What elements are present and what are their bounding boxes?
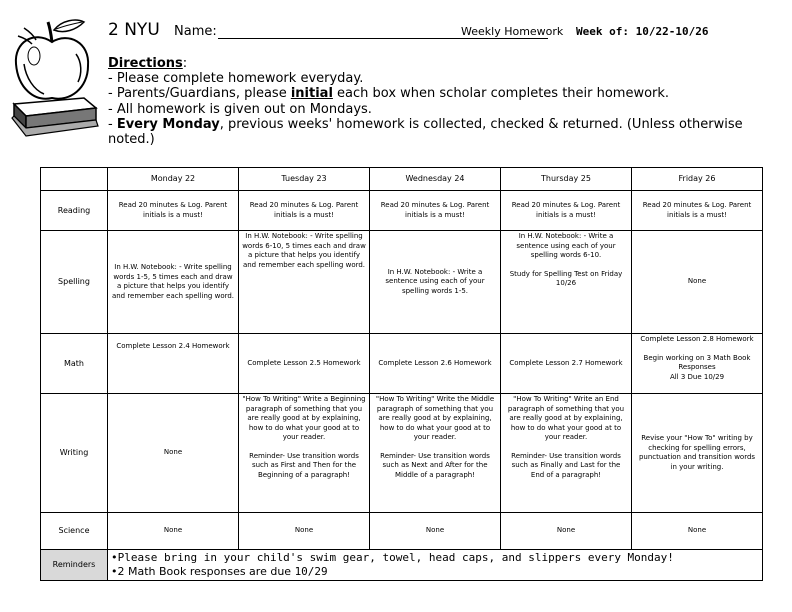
table-row-reading [41, 191, 763, 231]
writing-cell-tuesday [239, 394, 370, 513]
reading-cell: Read 20 minutes & Log. Parent initials is a must! [108, 191, 239, 231]
table-row-reminders [41, 550, 763, 581]
science-cell: None [239, 513, 370, 550]
math-cell-monday: Complete Lesson 2.4 Homework [108, 334, 239, 394]
corner-cell [41, 168, 108, 191]
day-header: Tuesday 23 [239, 168, 370, 191]
math-cell-friday [632, 334, 763, 394]
science-cell: None [108, 513, 239, 550]
week-of-label: Week of: 10/22-10/26 [576, 25, 709, 38]
writing-wednesday-reminder: Reminder- Use transition words such as Next and After for the Middle of a paragraph! [380, 451, 490, 479]
class-name: 2 NYU [108, 20, 160, 40]
reminders-cell [108, 550, 763, 581]
spelling-thursday-extra: Study for Spelling Test on Friday 10/26 [509, 269, 623, 287]
math-cell-thursday: Complete Lesson 2.7 Homework [501, 334, 632, 394]
row-label: Spelling [41, 231, 108, 334]
header [108, 20, 788, 44]
reminder-line-1: •Please bring in your child's swim gear, towel, head caps, and slippers every Monday! [111, 551, 674, 564]
apple-books-illustration [4, 12, 104, 138]
day-header: Monday 22 [108, 168, 239, 191]
row-label: Science [41, 513, 108, 550]
writing-cell-friday: Revise your "How To" writing by checking for spelling errors, punctuation and transition words in your writing. [632, 394, 763, 513]
table-row-writing [41, 394, 763, 513]
table-row-math [41, 334, 763, 394]
spelling-thursday-text: In H.W. Notebook: - Write a sentence using each of your spelling words 6-10. [516, 232, 616, 259]
writing-tuesday-reminder: Reminder- Use transition words such as First and Then for the Beginning of a paragraph! [249, 451, 359, 479]
direction-line-4-pre: - [108, 116, 117, 132]
row-label: Reading [41, 191, 108, 231]
math-cell-tuesday: Complete Lesson 2.5 Homework [239, 334, 370, 394]
direction-line-4-every-monday: Every Monday [116, 116, 220, 132]
writing-cell-monday: None [108, 394, 239, 513]
math-friday-text: Complete Lesson 2.8 Homework [640, 335, 754, 343]
name-line [218, 38, 548, 39]
writing-thursday-reminder: Reminder- Use transition words such as Finally and Last for the End of a paragraph! [511, 451, 621, 479]
reading-cell: Read 20 minutes & Log. Parent initials is a must! [632, 191, 763, 231]
table-header-row [41, 168, 763, 191]
writing-thursday-text: "How To Writing" Write an End paragraph of something that you are really good at by explaining, how to do what your good at to your reader. [507, 395, 625, 441]
row-label: Writing [41, 394, 108, 513]
reading-cell: Read 20 minutes & Log. Parent initials is a must! [501, 191, 632, 231]
direction-line-2-post: each box when scholar completes their homework. [332, 86, 670, 102]
directions-colon: : [182, 56, 188, 71]
directions-title: Directions [108, 56, 183, 71]
table-row-spelling [41, 231, 763, 334]
reading-cell: Read 20 minutes & Log. Parent initials is a must! [370, 191, 501, 231]
writing-cell-wednesday [370, 394, 501, 513]
direction-line-1: - Please complete homework everyday. [108, 71, 364, 87]
table-row-science [41, 513, 763, 550]
spelling-cell-tuesday: In H.W. Notebook: - Write spelling words 6-10, 5 times each and draw a picture that helps you identify and remember each spelling word. [239, 231, 370, 334]
direction-line-2-pre: - Parents/Guardians, please [108, 86, 291, 102]
spelling-cell-monday: In H.W. Notebook: - Write spelling words 1-5, 5 times each and draw a picture that helps you identify and remember each spelling word. [108, 231, 239, 334]
homework-table [40, 167, 763, 581]
day-header: Thursday 25 [501, 168, 632, 191]
row-label: Reminders [41, 550, 108, 581]
direction-line-3: - All homework is given out on Mondays. [108, 101, 372, 117]
spelling-cell-wednesday: In H.W. Notebook: - Write a sentence using each of your spelling words 1-5. [370, 231, 501, 334]
reading-cell: Read 20 minutes & Log. Parent initials is a must! [239, 191, 370, 231]
direction-line-2 [108, 86, 792, 101]
writing-cell-thursday [501, 394, 632, 513]
reminder-line-2-date: 10/29 [294, 565, 328, 578]
math-friday-extra: Begin working on 3 Math Book Responses [643, 353, 751, 371]
science-cell: None [632, 513, 763, 550]
reminder-line-2 [111, 565, 759, 579]
math-cell-wednesday: Complete Lesson 2.6 Homework [370, 334, 501, 394]
science-cell: None [370, 513, 501, 550]
reminder-line-2-text: •2 Math Book responses are due [111, 565, 295, 578]
day-header: Friday 26 [632, 168, 763, 191]
spelling-cell-thursday [501, 231, 632, 334]
directions [108, 56, 792, 147]
writing-tuesday-text: "How To Writing" Write a Beginning paragraph of something that you are really good at by explaining, how to do what your good at to your reader. [242, 395, 366, 441]
science-cell: None [501, 513, 632, 550]
row-label: Math [41, 334, 108, 394]
direction-line-4 [108, 117, 792, 147]
day-header: Wednesday 24 [370, 168, 501, 191]
name-label: Name: [174, 24, 217, 39]
direction-line-4-post: , previous weeks' homework is collected, checked & returned. (Unless otherwise noted.) [108, 116, 743, 148]
weekly-homework-label: Weekly Homework [461, 25, 564, 38]
writing-wednesday-text: "How To Writing" Write the Middle paragraph of something that you are really good at by explaining, how to do what your good at to your reader. [375, 395, 495, 441]
direction-line-2-initial: initial [290, 86, 333, 102]
spelling-cell-friday: None [632, 231, 763, 334]
math-friday-extra-2: All 3 Due 10/29 [669, 372, 725, 381]
